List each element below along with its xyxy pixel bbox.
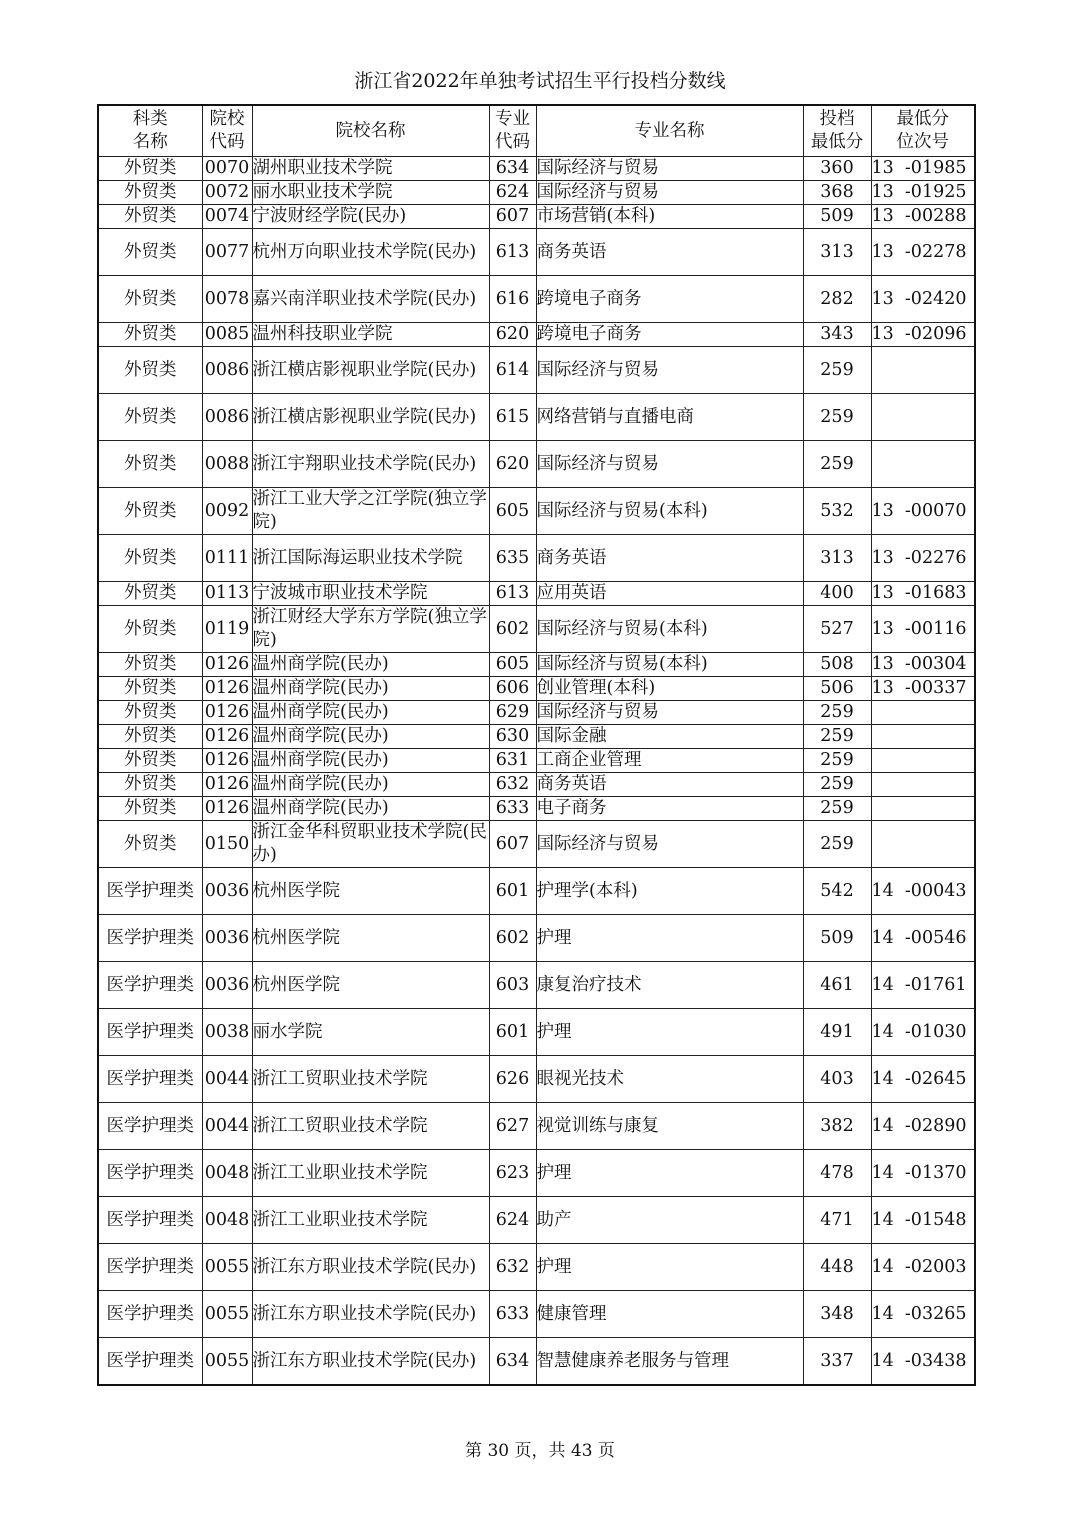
cell-school-code: 0055 <box>202 1291 252 1338</box>
cell-rank <box>871 725 975 749</box>
cell-school-name: 浙江财经大学东方学院(独立学院) <box>252 606 489 653</box>
table-row <box>98 1244 975 1291</box>
cell-major-name: 工商企业管理 <box>536 749 803 773</box>
cell-category: 医学护理类 <box>98 1197 202 1244</box>
cell-major-code: 635 <box>489 535 536 582</box>
table-row <box>98 347 975 394</box>
cell-rank: 14 -02645 <box>871 1056 975 1103</box>
cell-category: 医学护理类 <box>98 1009 202 1056</box>
cell-school-name: 浙江工贸职业技术学院 <box>252 1103 489 1150</box>
cell-school-code: 0111 <box>202 535 252 582</box>
cell-major-code: 614 <box>489 347 536 394</box>
cell-rank: 13 -02278 <box>871 229 975 276</box>
cell-category: 外贸类 <box>98 535 202 582</box>
cell-major-name: 护理 <box>536 1244 803 1291</box>
cell-school-name: 浙江东方职业技术学院(民办) <box>252 1338 489 1386</box>
cell-min-score: 506 <box>803 677 871 701</box>
table-row <box>98 1103 975 1150</box>
cell-category: 医学护理类 <box>98 1291 202 1338</box>
cell-rank <box>871 701 975 725</box>
table-row <box>98 205 975 229</box>
cell-rank: 14 -03438 <box>871 1338 975 1386</box>
cell-major-name: 健康管理 <box>536 1291 803 1338</box>
cell-category: 外贸类 <box>98 394 202 441</box>
cell-major-name: 应用英语 <box>536 582 803 606</box>
table-row <box>98 1009 975 1056</box>
cell-rank: 14 -01548 <box>871 1197 975 1244</box>
header-major-code: 专业 代码 <box>489 105 536 157</box>
cell-rank: 14 -03265 <box>871 1291 975 1338</box>
cell-min-score: 508 <box>803 653 871 677</box>
table-row <box>98 1338 975 1386</box>
cell-school-code: 0126 <box>202 725 252 749</box>
cell-major-name: 视觉训练与康复 <box>536 1103 803 1150</box>
cell-major-code: 620 <box>489 323 536 347</box>
cell-rank: 13 -00304 <box>871 653 975 677</box>
cell-min-score: 400 <box>803 582 871 606</box>
cell-major-code: 613 <box>489 229 536 276</box>
table-row <box>98 915 975 962</box>
cell-school-name: 杭州医学院 <box>252 962 489 1009</box>
cell-school-name: 浙江横店影视职业学院(民办) <box>252 394 489 441</box>
table-row <box>98 797 975 821</box>
cell-major-code: 623 <box>489 1150 536 1197</box>
cell-min-score: 259 <box>803 441 871 488</box>
cell-rank <box>871 773 975 797</box>
cell-school-code: 0070 <box>202 157 252 181</box>
cell-min-score: 532 <box>803 488 871 535</box>
cell-major-name: 国际经济与贸易(本科) <box>536 653 803 677</box>
cell-min-score: 471 <box>803 1197 871 1244</box>
cell-major-name: 眼视光技术 <box>536 1056 803 1103</box>
cell-category: 外贸类 <box>98 725 202 749</box>
cell-min-score: 382 <box>803 1103 871 1150</box>
cell-rank: 14 -01370 <box>871 1150 975 1197</box>
cell-rank: 13 -00116 <box>871 606 975 653</box>
cell-major-name: 国际金融 <box>536 725 803 749</box>
cell-school-name: 浙江工业职业技术学院 <box>252 1150 489 1197</box>
cell-major-code: 606 <box>489 677 536 701</box>
cell-category: 医学护理类 <box>98 1103 202 1150</box>
cell-major-name: 护理 <box>536 1150 803 1197</box>
cell-min-score: 259 <box>803 725 871 749</box>
cell-school-name: 浙江横店影视职业学院(民办) <box>252 347 489 394</box>
cell-major-name: 国际经济与贸易 <box>536 181 803 205</box>
cell-category: 外贸类 <box>98 157 202 181</box>
table-row <box>98 962 975 1009</box>
cell-category: 外贸类 <box>98 347 202 394</box>
page-title: 浙江省2022年单独考试招生平行投档分数线 <box>354 70 726 92</box>
cell-school-code: 0077 <box>202 229 252 276</box>
cell-min-score: 313 <box>803 229 871 276</box>
cell-min-score: 491 <box>803 1009 871 1056</box>
cell-major-code: 620 <box>489 441 536 488</box>
cell-school-code: 0088 <box>202 441 252 488</box>
cell-category: 外贸类 <box>98 653 202 677</box>
cell-school-name: 浙江金华科贸职业技术学院(民办) <box>252 821 489 868</box>
cell-major-code: 607 <box>489 205 536 229</box>
cell-rank: 13 -00337 <box>871 677 975 701</box>
cell-school-name: 温州商学院(民办) <box>252 677 489 701</box>
cell-major-code: 602 <box>489 606 536 653</box>
cell-major-name: 国际经济与贸易 <box>536 157 803 181</box>
cell-school-name: 杭州万向职业技术学院(民办) <box>252 229 489 276</box>
cell-school-code: 0126 <box>202 749 252 773</box>
cell-major-name: 网络营销与直播电商 <box>536 394 803 441</box>
cell-school-code: 0074 <box>202 205 252 229</box>
cell-school-name: 杭州医学院 <box>252 868 489 915</box>
cell-category: 外贸类 <box>98 797 202 821</box>
cell-major-name: 市场营销(本科) <box>536 205 803 229</box>
table-body <box>98 157 975 1386</box>
cell-major-name: 护理 <box>536 915 803 962</box>
cell-major-name: 电子商务 <box>536 797 803 821</box>
table-row <box>98 394 975 441</box>
cell-rank: 14 -00546 <box>871 915 975 962</box>
cell-school-code: 0119 <box>202 606 252 653</box>
cell-min-score: 360 <box>803 157 871 181</box>
table-row <box>98 606 975 653</box>
cell-school-name: 丽水学院 <box>252 1009 489 1056</box>
cell-major-name: 跨境电子商务 <box>536 276 803 323</box>
cell-min-score: 259 <box>803 347 871 394</box>
cell-min-score: 313 <box>803 535 871 582</box>
cell-category: 医学护理类 <box>98 915 202 962</box>
cell-min-score: 259 <box>803 821 871 868</box>
cell-school-name: 温州商学院(民办) <box>252 797 489 821</box>
cell-school-name: 温州商学院(民办) <box>252 749 489 773</box>
cell-major-code: 631 <box>489 749 536 773</box>
cell-major-name: 康复治疗技术 <box>536 962 803 1009</box>
cell-category: 外贸类 <box>98 606 202 653</box>
cell-school-code: 0036 <box>202 962 252 1009</box>
cell-min-score: 403 <box>803 1056 871 1103</box>
cell-min-score: 348 <box>803 1291 871 1338</box>
cell-major-code: 624 <box>489 1197 536 1244</box>
cell-rank: 13 -00070 <box>871 488 975 535</box>
header-rank: 最低分 位次号 <box>871 105 975 157</box>
cell-rank <box>871 441 975 488</box>
cell-major-name: 创业管理(本科) <box>536 677 803 701</box>
cell-category: 外贸类 <box>98 276 202 323</box>
page-footer: 第 30 页，共 43 页 <box>465 1441 615 1461</box>
cell-rank: 14 -02890 <box>871 1103 975 1150</box>
cell-school-name: 温州商学院(民办) <box>252 725 489 749</box>
table-row <box>98 1197 975 1244</box>
cell-category: 外贸类 <box>98 677 202 701</box>
cell-rank <box>871 347 975 394</box>
cell-rank: 13 -01925 <box>871 181 975 205</box>
table-row <box>98 157 975 181</box>
cell-school-name: 浙江宇翔职业技术学院(民办) <box>252 441 489 488</box>
cell-category: 外贸类 <box>98 323 202 347</box>
cell-school-name: 温州商学院(民办) <box>252 773 489 797</box>
cell-category: 医学护理类 <box>98 1150 202 1197</box>
cell-min-score: 509 <box>803 915 871 962</box>
cell-school-code: 0048 <box>202 1197 252 1244</box>
cell-rank: 13 -01985 <box>871 157 975 181</box>
cell-major-name: 智慧健康养老服务与管理 <box>536 1338 803 1386</box>
cell-min-score: 542 <box>803 868 871 915</box>
table-row <box>98 725 975 749</box>
cell-major-name: 商务英语 <box>536 773 803 797</box>
cell-school-code: 0126 <box>202 701 252 725</box>
cell-rank: 13 -02096 <box>871 323 975 347</box>
cell-category: 医学护理类 <box>98 1056 202 1103</box>
cell-school-name: 浙江工贸职业技术学院 <box>252 1056 489 1103</box>
cell-major-code: 630 <box>489 725 536 749</box>
cell-major-name: 国际经济与贸易 <box>536 821 803 868</box>
table-row <box>98 821 975 868</box>
header-category: 科类 名称 <box>98 105 202 157</box>
cell-min-score: 448 <box>803 1244 871 1291</box>
table-row <box>98 181 975 205</box>
table-row <box>98 276 975 323</box>
cell-major-code: 627 <box>489 1103 536 1150</box>
table-row <box>98 1056 975 1103</box>
table-row <box>98 653 975 677</box>
cell-rank: 14 -01761 <box>871 962 975 1009</box>
cell-min-score: 509 <box>803 205 871 229</box>
cell-major-code: 629 <box>489 701 536 725</box>
cell-school-name: 宁波财经学院(民办) <box>252 205 489 229</box>
cell-major-code: 632 <box>489 773 536 797</box>
cell-school-name: 杭州医学院 <box>252 915 489 962</box>
header-major-name: 专业名称 <box>536 105 803 157</box>
cell-category: 医学护理类 <box>98 868 202 915</box>
cell-school-code: 0072 <box>202 181 252 205</box>
cell-min-score: 478 <box>803 1150 871 1197</box>
cell-school-code: 0126 <box>202 773 252 797</box>
cell-school-code: 0113 <box>202 582 252 606</box>
cell-category: 外贸类 <box>98 205 202 229</box>
cell-school-code: 0044 <box>202 1103 252 1150</box>
cell-category: 医学护理类 <box>98 1244 202 1291</box>
cell-major-code: 634 <box>489 1338 536 1386</box>
table-row <box>98 229 975 276</box>
cell-major-name: 国际经济与贸易(本科) <box>536 488 803 535</box>
cell-school-code: 0055 <box>202 1244 252 1291</box>
cell-school-code: 0126 <box>202 677 252 701</box>
cell-school-code: 0078 <box>202 276 252 323</box>
cell-school-name: 温州商学院(民办) <box>252 701 489 725</box>
cell-category: 医学护理类 <box>98 962 202 1009</box>
cell-rank: 13 -02420 <box>871 276 975 323</box>
table-row <box>98 868 975 915</box>
cell-min-score: 259 <box>803 749 871 773</box>
cell-major-code: 613 <box>489 582 536 606</box>
table-row <box>98 535 975 582</box>
cell-rank <box>871 821 975 868</box>
cell-major-code: 605 <box>489 653 536 677</box>
cell-major-code: 605 <box>489 488 536 535</box>
cell-school-code: 0044 <box>202 1056 252 1103</box>
cell-major-code: 633 <box>489 1291 536 1338</box>
cell-school-code: 0150 <box>202 821 252 868</box>
cell-major-code: 624 <box>489 181 536 205</box>
cell-school-code: 0126 <box>202 653 252 677</box>
cell-school-name: 浙江工业职业技术学院 <box>252 1197 489 1244</box>
cell-category: 医学护理类 <box>98 1338 202 1386</box>
cell-school-code: 0092 <box>202 488 252 535</box>
cell-major-name: 国际经济与贸易 <box>536 701 803 725</box>
cell-major-code: 616 <box>489 276 536 323</box>
cell-category: 外贸类 <box>98 582 202 606</box>
cell-min-score: 343 <box>803 323 871 347</box>
cell-school-name: 嘉兴南洋职业技术学院(民办) <box>252 276 489 323</box>
cell-major-name: 跨境电子商务 <box>536 323 803 347</box>
cell-category: 外贸类 <box>98 821 202 868</box>
cell-school-name: 温州科技职业学院 <box>252 323 489 347</box>
cell-rank <box>871 394 975 441</box>
cell-major-name: 国际经济与贸易(本科) <box>536 606 803 653</box>
header-school-name: 院校名称 <box>252 105 489 157</box>
admission-score-table <box>97 104 976 1386</box>
cell-major-code: 603 <box>489 962 536 1009</box>
table-row <box>98 488 975 535</box>
cell-min-score: 461 <box>803 962 871 1009</box>
cell-major-code: 633 <box>489 797 536 821</box>
cell-min-score: 259 <box>803 701 871 725</box>
cell-category: 外贸类 <box>98 749 202 773</box>
cell-school-code: 0085 <box>202 323 252 347</box>
cell-school-code: 0038 <box>202 1009 252 1056</box>
cell-rank <box>871 749 975 773</box>
cell-major-code: 601 <box>489 868 536 915</box>
cell-rank: 14 -00043 <box>871 868 975 915</box>
table-row <box>98 1291 975 1338</box>
cell-category: 外贸类 <box>98 181 202 205</box>
cell-school-code: 0048 <box>202 1150 252 1197</box>
cell-major-name: 护理学(本科) <box>536 868 803 915</box>
table-row <box>98 1150 975 1197</box>
cell-min-score: 259 <box>803 773 871 797</box>
cell-school-name: 湖州职业技术学院 <box>252 157 489 181</box>
table-row <box>98 441 975 488</box>
cell-major-name: 国际经济与贸易 <box>536 347 803 394</box>
cell-major-code: 634 <box>489 157 536 181</box>
cell-min-score: 259 <box>803 797 871 821</box>
cell-rank: 13 -01683 <box>871 582 975 606</box>
cell-major-name: 商务英语 <box>536 535 803 582</box>
cell-rank: 14 -02003 <box>871 1244 975 1291</box>
table-row <box>98 701 975 725</box>
table-row <box>98 677 975 701</box>
cell-min-score: 337 <box>803 1338 871 1386</box>
cell-school-name: 浙江东方职业技术学院(民办) <box>252 1244 489 1291</box>
cell-school-name: 丽水职业技术学院 <box>252 181 489 205</box>
table-row <box>98 773 975 797</box>
cell-category: 外贸类 <box>98 229 202 276</box>
cell-major-code: 632 <box>489 1244 536 1291</box>
cell-major-code: 615 <box>489 394 536 441</box>
header-school-code: 院校 代码 <box>202 105 252 157</box>
cell-min-score: 527 <box>803 606 871 653</box>
cell-school-name: 浙江工业大学之江学院(独立学院) <box>252 488 489 535</box>
table-row <box>98 323 975 347</box>
cell-school-code: 0086 <box>202 394 252 441</box>
cell-school-name: 宁波城市职业技术学院 <box>252 582 489 606</box>
cell-category: 外贸类 <box>98 488 202 535</box>
header-min-score: 投档 最低分 <box>803 105 871 157</box>
cell-category: 外贸类 <box>98 701 202 725</box>
cell-category: 外贸类 <box>98 441 202 488</box>
cell-min-score: 259 <box>803 394 871 441</box>
cell-rank: 13 -02276 <box>871 535 975 582</box>
cell-major-code: 602 <box>489 915 536 962</box>
cell-rank <box>871 797 975 821</box>
cell-school-name: 浙江东方职业技术学院(民办) <box>252 1291 489 1338</box>
cell-min-score: 282 <box>803 276 871 323</box>
cell-school-name: 浙江国际海运职业技术学院 <box>252 535 489 582</box>
cell-major-code: 626 <box>489 1056 536 1103</box>
cell-school-code: 0126 <box>202 797 252 821</box>
table-header-row <box>98 105 975 157</box>
cell-rank: 14 -01030 <box>871 1009 975 1056</box>
cell-major-name: 助产 <box>536 1197 803 1244</box>
cell-school-code: 0055 <box>202 1338 252 1386</box>
cell-rank: 13 -00288 <box>871 205 975 229</box>
cell-school-code: 0086 <box>202 347 252 394</box>
cell-school-code: 0036 <box>202 915 252 962</box>
cell-major-name: 商务英语 <box>536 229 803 276</box>
cell-major-code: 601 <box>489 1009 536 1056</box>
cell-school-name: 温州商学院(民办) <box>252 653 489 677</box>
cell-school-code: 0036 <box>202 868 252 915</box>
cell-major-code: 607 <box>489 821 536 868</box>
cell-category: 外贸类 <box>98 773 202 797</box>
table-row <box>98 749 975 773</box>
cell-min-score: 368 <box>803 181 871 205</box>
cell-major-name: 国际经济与贸易 <box>536 441 803 488</box>
cell-major-name: 护理 <box>536 1009 803 1056</box>
table-row <box>98 582 975 606</box>
